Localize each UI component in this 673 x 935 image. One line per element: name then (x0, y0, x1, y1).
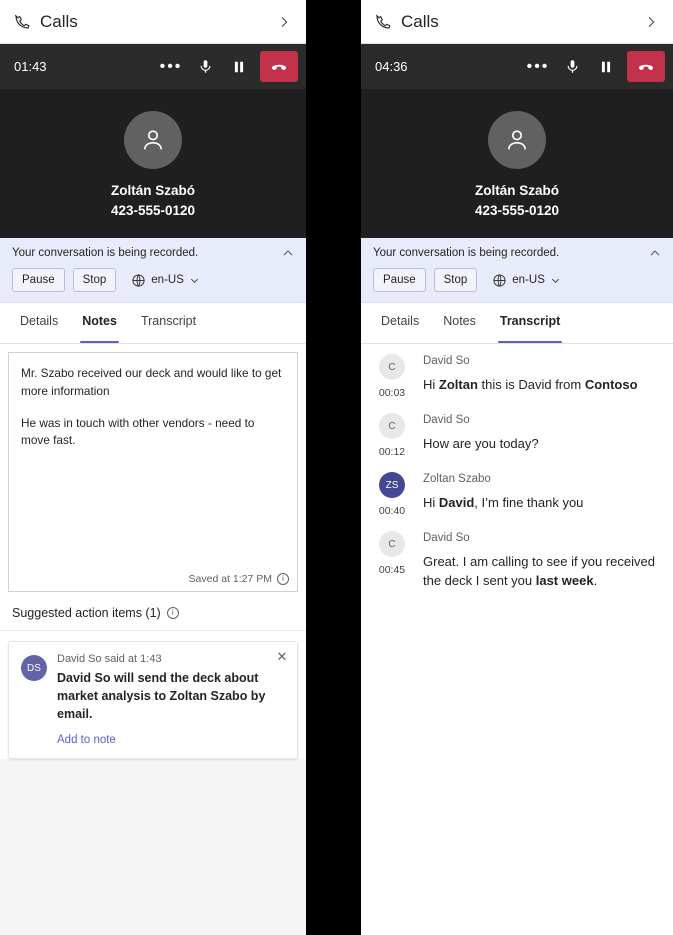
transcript-entry (371, 472, 663, 517)
phone-icon (12, 12, 32, 32)
info-icon[interactable]: i (167, 607, 179, 619)
call-control-bar (361, 44, 673, 89)
transcript-text: Great. I am calling to see if you received the deck I sent you last week. (423, 554, 655, 589)
avatar: DS (21, 655, 47, 681)
recording-banner (361, 238, 673, 303)
call-control-bar (0, 44, 306, 89)
transcript-text: Hi David, I’m fine thank you (423, 495, 584, 511)
transcript-entry-body (423, 413, 663, 458)
stop-recording-button[interactable]: Stop (434, 268, 478, 292)
transcript-text: How are you today? (423, 436, 539, 452)
more-options-label: ••• (159, 57, 183, 75)
suggested-actions-header (0, 592, 306, 631)
transcript-entry-meta (371, 531, 413, 591)
globe-icon (491, 272, 507, 288)
notes-editor[interactable] (8, 352, 298, 592)
avatar: C (379, 354, 405, 380)
hangup-icon[interactable] (627, 51, 665, 82)
calls-panel-notes (0, 0, 306, 935)
calls-header (0, 0, 306, 44)
close-icon[interactable]: ✕ (276, 649, 288, 665)
language-value: en-US (151, 274, 184, 287)
stop-recording-button[interactable]: Stop (73, 268, 117, 292)
hangup-icon[interactable] (260, 51, 298, 82)
call-timer: 04:36 (375, 59, 408, 74)
avatar: C (379, 531, 405, 557)
collapse-banner-icon[interactable] (280, 246, 296, 262)
card-meta: David So said at 1:43 (57, 653, 162, 666)
transcript-speaker: Zoltan Szabo (423, 473, 491, 486)
globe-icon (130, 272, 146, 288)
phone-icon (373, 12, 393, 32)
recording-message: Your conversation is being recorded. (373, 247, 560, 260)
person-icon (124, 111, 182, 169)
page-title: Calls (401, 11, 439, 31)
language-value: en-US (512, 274, 545, 287)
transcript-timestamp: 00:40 (378, 505, 406, 518)
transcript-entry-meta (371, 413, 413, 458)
caller-info (0, 89, 306, 238)
microphone-icon[interactable] (555, 44, 589, 89)
caller-name: Zoltán Szabó (111, 183, 195, 198)
info-icon[interactable]: i (277, 573, 289, 585)
suggested-actions-title: Suggested action items (1) (12, 606, 161, 621)
transcript-entry-meta (371, 472, 413, 517)
page-title: Calls (40, 11, 78, 31)
more-options-icon[interactable] (521, 44, 555, 89)
recording-message: Your conversation is being recorded. (12, 247, 199, 260)
caller-info (361, 89, 673, 238)
tab-details[interactable]: Details (20, 314, 59, 329)
pause-icon[interactable] (589, 44, 623, 89)
tab-notes[interactable]: Notes (443, 314, 476, 329)
transcript-entry-body (423, 531, 663, 591)
recording-controls (12, 268, 294, 292)
collapse-banner-icon[interactable] (647, 246, 663, 262)
panel-filler (0, 759, 306, 935)
suggested-action-card[interactable] (8, 641, 298, 758)
pause-icon[interactable] (222, 44, 256, 89)
avatar: ZS (379, 472, 405, 498)
recording-controls (373, 268, 661, 292)
tab-strip (361, 303, 673, 344)
chevron-down-icon (550, 275, 561, 286)
tab-transcript[interactable]: Transcript (140, 314, 197, 329)
calls-panel-transcript (361, 0, 673, 935)
note-paragraph: He was in touch with other vendors - need to move fast. (21, 415, 255, 448)
language-selector[interactable] (491, 272, 561, 288)
person-icon (488, 111, 546, 169)
caller-number: 423-555-0120 (474, 202, 560, 218)
transcript-entry (371, 354, 663, 399)
microphone-icon[interactable] (188, 44, 222, 89)
card-body: David So will send the deck about market analysis to Zoltan Szabo by email. (57, 671, 266, 722)
calls-header (361, 0, 673, 44)
transcript-speaker: David So (423, 355, 470, 368)
transcript-entry-body (423, 354, 663, 399)
caller-number: 423-555-0120 (110, 202, 196, 218)
note-paragraph: Mr. Szabo received our deck and would like to get more information (21, 366, 282, 398)
chevron-right-icon[interactable] (641, 12, 661, 32)
transcript-speaker: David So (423, 414, 470, 427)
transcript-speaker: David So (423, 532, 470, 545)
saved-status (189, 573, 289, 585)
tab-strip (0, 303, 306, 344)
pause-recording-button[interactable]: Pause (373, 268, 426, 292)
transcript-text: Hi Zoltan this is David from Contoso (423, 377, 638, 393)
more-options-label: ••• (526, 57, 550, 75)
transcript-entry (371, 531, 663, 591)
tab-details[interactable]: Details (381, 314, 420, 329)
notes-section (0, 344, 306, 592)
avatar: C (379, 413, 405, 439)
caller-name: Zoltán Szabó (475, 183, 559, 198)
recording-banner (0, 238, 306, 303)
chevron-right-icon[interactable] (274, 12, 294, 32)
transcript-entry-meta (371, 354, 413, 399)
transcript-timestamp: 00:03 (378, 387, 406, 400)
chevron-down-icon (189, 275, 200, 286)
saved-label: Saved at 1:27 PM (188, 573, 272, 586)
transcript-entry (371, 413, 663, 458)
language-selector[interactable] (130, 272, 200, 288)
transcript-timestamp: 00:12 (378, 446, 406, 459)
transcript-timestamp: 00:45 (378, 564, 406, 577)
tab-notes[interactable]: Notes (70, 303, 129, 343)
tab-transcript[interactable]: Transcript (488, 303, 572, 343)
transcript-entry-body (423, 472, 663, 517)
transcript-list (361, 344, 673, 935)
call-timer: 01:43 (14, 59, 47, 74)
more-options-icon[interactable] (154, 44, 188, 89)
pause-recording-button[interactable]: Pause (12, 268, 65, 292)
add-to-note-link[interactable]: Add to note (57, 733, 116, 746)
